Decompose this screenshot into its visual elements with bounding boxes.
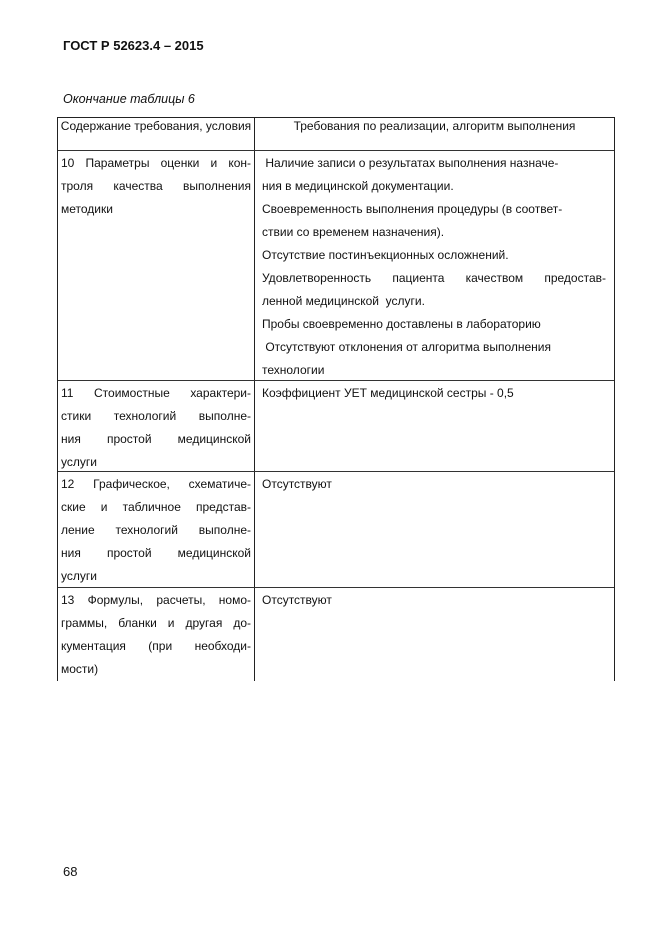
- cell-line: ния простой медицинской: [61, 546, 251, 560]
- cell-line: услуги: [61, 455, 97, 469]
- row-13-requirement: [61, 589, 251, 681]
- row-13-implementation: [262, 589, 606, 612]
- cell-line: Своевременность выполнения процедуры (в соответ-: [262, 202, 563, 216]
- cell-line: троля качества выполнения: [61, 179, 251, 193]
- standard-designation: ГОСТ Р 52623.4 – 2015: [63, 38, 204, 53]
- cell-line: Наличие записи о результатах выполнения назначе-: [262, 156, 559, 170]
- row-10-implementation: [262, 152, 606, 382]
- cell-line: Отсутствуют отклонения от алгоритма выполнения: [262, 340, 552, 354]
- requirements-table: [57, 117, 615, 681]
- cell-line: услуги: [61, 569, 97, 583]
- cell-line: граммы, бланки и другая до-: [61, 616, 251, 630]
- cell-line: методики: [61, 202, 113, 216]
- row-11-requirement: [61, 382, 251, 474]
- row-12-requirement: [61, 473, 251, 588]
- cell-line: ния простой медицинской: [61, 432, 251, 446]
- cell-line: мости): [61, 662, 99, 676]
- cell-line: ствии со временем назначения).: [262, 225, 445, 239]
- header-requirement-content: Содержание требования, условия: [60, 119, 252, 133]
- cell-line: 10 Параметры оценки и кон-: [61, 156, 251, 170]
- row-10-requirement: [61, 152, 251, 221]
- cell-line: 12 Графическое, схематиче-: [61, 477, 251, 491]
- header-divider: [58, 150, 614, 151]
- cell-line: ния в медицинской документации.: [262, 179, 454, 193]
- row-11-implementation: [262, 382, 606, 405]
- cell-line: кументация (при необходи-: [61, 639, 251, 653]
- cell-line: ленной медицинской услуги.: [262, 294, 425, 308]
- row-divider: [58, 380, 614, 381]
- cell-line: Отсутствуют: [262, 477, 332, 491]
- cell-line: 11 Стоимостные характери-: [61, 386, 251, 400]
- row-divider: [58, 471, 614, 472]
- cell-line: Пробы своевременно доставлены в лабораторию: [262, 317, 541, 331]
- row-12-implementation: [262, 473, 606, 496]
- cell-line: Отсутствуют: [262, 593, 332, 607]
- page-number: 68: [63, 864, 78, 879]
- cell-line: ские и табличное представ-: [61, 500, 251, 514]
- cell-line: стики технологий выполне-: [61, 409, 251, 423]
- cell-line: Отсутствие постинъекционных осложнений.: [262, 248, 509, 262]
- cell-line: Коэффициент УЕТ медицинской сестры - 0,5: [262, 386, 514, 400]
- cell-line: Удовлетворенность пациента качеством предостав-: [262, 271, 606, 285]
- header-implementation: Требования по реализации, алгоритм выполнения: [293, 119, 576, 133]
- row-divider: [58, 587, 614, 588]
- table-caption: Окончание таблицы 6: [63, 92, 195, 106]
- cell-line: технологии: [262, 363, 325, 377]
- column-divider: [254, 118, 255, 681]
- cell-line: ление технологий выполне-: [61, 523, 251, 537]
- cell-line: 13 Формулы, расчеты, номо-: [61, 593, 251, 607]
